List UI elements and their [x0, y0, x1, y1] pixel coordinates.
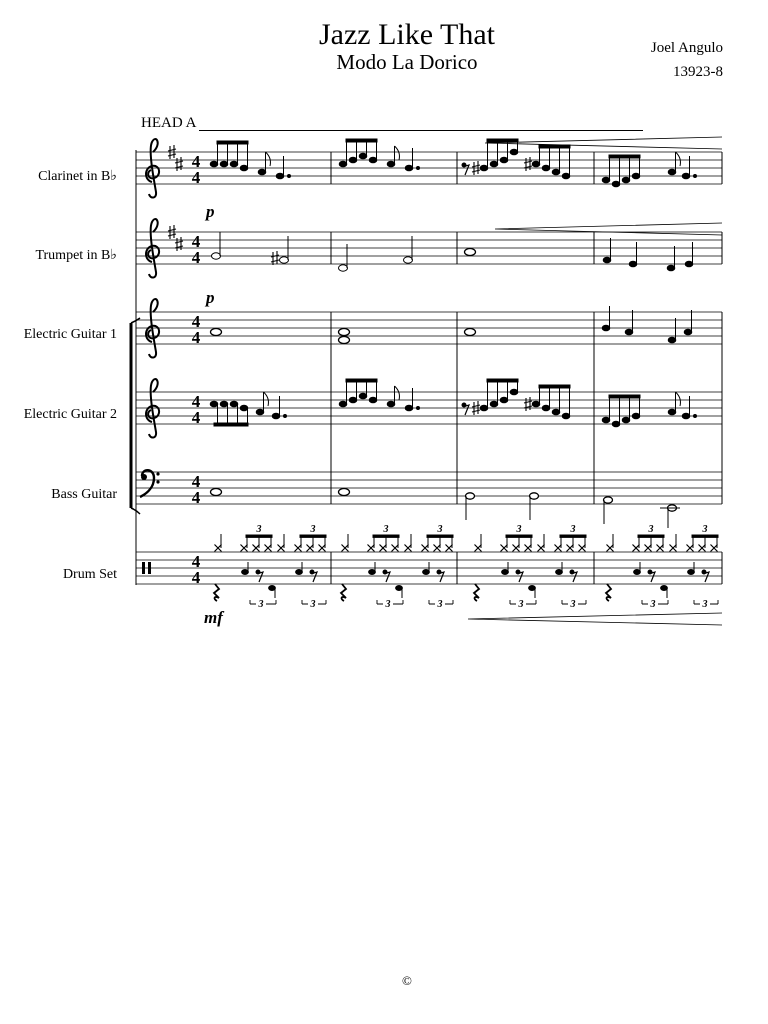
crescendo-hairpin: [468, 613, 722, 625]
treble-clef-icon: [146, 139, 159, 197]
tuplet-number: 3: [437, 599, 443, 610]
time-sig-num: 4: [191, 312, 201, 331]
tuplet-number: 3: [383, 524, 389, 535]
instrument-name-drum-set: Drum Set: [62, 567, 117, 582]
score-subtitle: Modo La Dorico: [336, 50, 478, 74]
tuplet-number: 3: [702, 524, 708, 535]
bass-guitar-notes: [211, 489, 681, 529]
tuplet-number: 3: [648, 524, 654, 535]
crescendo-hairpin: [495, 223, 722, 235]
tuplet-number: 3: [258, 599, 264, 610]
dynamic-clarinet: p: [206, 202, 215, 221]
instrument-name-clarinet: Clarinet in B♭: [38, 169, 117, 184]
time-sig-den: 4: [191, 168, 201, 187]
time-sig-num: 4: [191, 472, 201, 491]
electric-guitar-2-notes: [210, 379, 696, 427]
tuplet-number: 3: [385, 599, 391, 610]
dynamic-drum-set: mf: [204, 608, 223, 627]
time-sig-den: 4: [191, 408, 201, 427]
key-signature: [168, 145, 183, 251]
time-sig-num: 4: [191, 392, 201, 411]
treble-clef-icon: [146, 219, 159, 277]
tuplet-number: 3: [516, 524, 522, 535]
treble-clef-icon: [146, 379, 159, 437]
time-sig-den: 4: [191, 488, 201, 507]
instrument-name-electric-guitar-1: Electric Guitar 1: [23, 327, 117, 342]
tuplet-number: 3: [256, 524, 262, 535]
barlines: [331, 152, 722, 584]
composer-name: Joel Angulo: [650, 40, 723, 56]
rehearsal-mark: HEAD A: [141, 115, 197, 131]
bass-clef-icon: [140, 470, 160, 497]
time-signature: [192, 152, 201, 587]
tuplet-number: 3: [310, 599, 316, 610]
tuplet-number: 3: [570, 599, 576, 610]
instrument-name-trumpet: Trumpet in B♭: [35, 248, 117, 263]
dynamic-trumpet: p: [206, 288, 215, 307]
treble-clef-icon: [146, 299, 159, 357]
score-title: Jazz Like That: [318, 18, 496, 51]
tuplet-number: 3: [310, 524, 316, 535]
tuplet-number: 3: [570, 524, 576, 535]
instrument-name-bass-guitar: Bass Guitar: [51, 487, 117, 502]
tuplet-number: 3: [702, 599, 708, 610]
staff-lines: [136, 152, 722, 584]
tuplet-number: 3: [437, 524, 443, 535]
crescendo-hairpin: [485, 137, 722, 149]
time-sig-num: 4: [191, 152, 201, 171]
tuplet-number: 3: [650, 599, 656, 610]
copyright-symbol: ©: [402, 973, 412, 988]
catalog-number: 13923-8: [673, 64, 723, 80]
time-sig-den: 4: [191, 568, 201, 587]
drum-set-notes: [214, 524, 722, 625]
time-sig-den: 4: [191, 248, 201, 267]
time-sig-den: 4: [191, 328, 201, 347]
tuplet-number: 3: [518, 599, 524, 610]
time-sig-num: 4: [191, 232, 201, 251]
time-sig-num: 4: [191, 552, 201, 571]
clarinet-notes: [210, 137, 722, 187]
instrument-name-electric-guitar-2: Electric Guitar 2: [23, 407, 117, 422]
